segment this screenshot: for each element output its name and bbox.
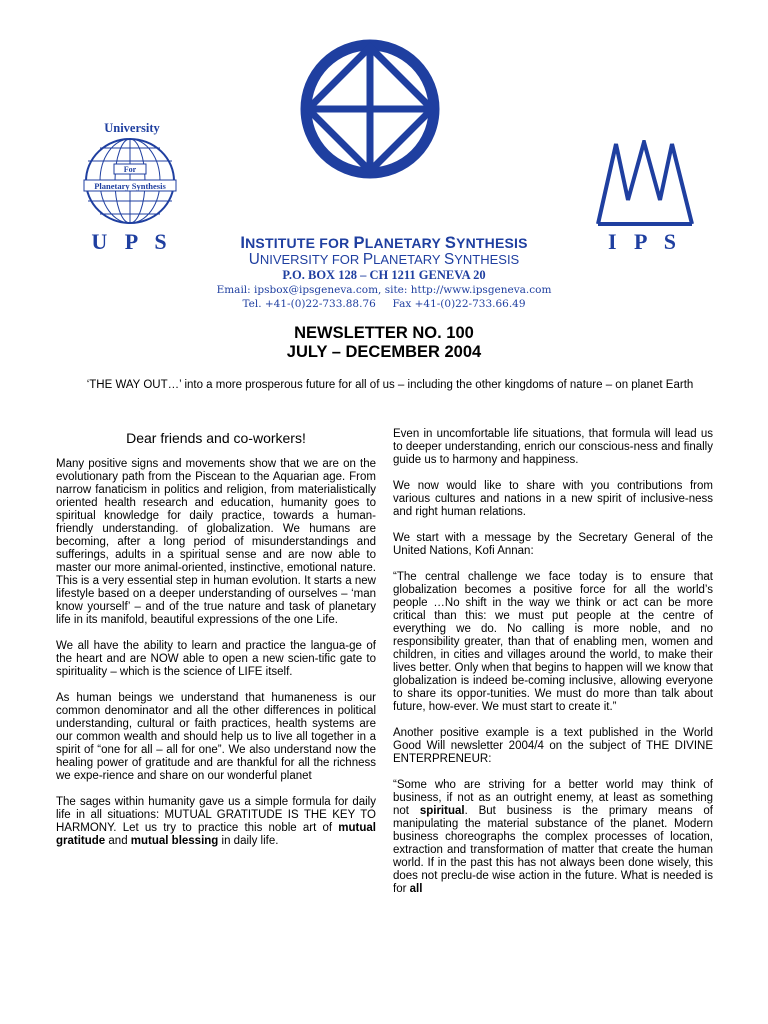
university-name: UNIVERSITY FOR PLANETARY SYNTHESIS [248, 251, 520, 268]
tagline: ‘THE WAY OUT…’ into a more prosperous future for all of us – including the other kingdoms of nature – on planet Earth [86, 379, 694, 391]
greeting: Dear friends and co-workers! [126, 430, 306, 446]
newsletter-number: NEWSLETTER NO. 100 [294, 324, 474, 342]
paragraph: “The central challenge we face today is to ensure that globalization becomes a positive force for all the world’s people …No shift in the way we think or act can be more critical than this: we must put people at the centre of everything we do. No calling is more noble, and no responsibility greater, than that of enabling men, women and children, in cities and villages around the world, to make their lives better. Only when that begins to happen will we know that globalization is indeed be-coming inclusive, allowing everyone to share its oppor-tunities. We must do more than talk about future, how-ever. We must start to create it.” [393, 571, 713, 713]
paragraph: Another positive example is a text published in the World Good Will newsletter 2004/4 on the subject of THE DIVINE ENTERPRENEUR: [393, 727, 713, 765]
ups-letters: U P S [91, 229, 173, 254]
ips-letters: I P S [607, 229, 683, 254]
po-box: P.O. BOX 128 – CH 1211 GENEVA 20 [282, 268, 486, 282]
ips-mountain-logo [594, 140, 696, 228]
bold-text: all [409, 883, 423, 895]
ups-label-top: University [104, 121, 160, 135]
contact-phone-fax: Tel. +41-(0)22-733.88.76 Fax +41-(0)22-733.66.49 [242, 298, 526, 310]
bold-text: mutual gratitude [56, 822, 376, 847]
contact-email: Email: ipsbox@ipsgeneva.com, site: http://www.ipsgeneva.com [216, 284, 552, 296]
ups-globe-logo [80, 136, 180, 226]
paragraph: We now would like to share with you contributions from various cultures and nations in a new spirit of inclusive-ness and right human relations. [393, 480, 713, 518]
paragraph: The sages within humanity gave us a simple formula for daily life in all situations: MUTUAL GRATITUDE IS THE KEY TO HARMONY. Let us try to practice this noble art of mutual gratitude and mutual blessing in daily life. [56, 796, 376, 847]
institute-name: INSTITUTE FOR PLANETARY SYNTHESIS [240, 233, 528, 252]
paragraph: We start with a message by the Secretary General of the United Nations, Kofi Annan: [393, 532, 713, 557]
bold-text: mutual blessing [130, 835, 219, 847]
newsletter-title [150, 324, 618, 362]
newsletter-period: JULY – DECEMBER 2004 [286, 343, 482, 361]
paragraph: “Some who are striving for a better world may think of business, if not as an outright enemy, at least as something not spiritual. But business is the primary means of manipulating the material substance of the planet. Modern business choreographs the complex processes of location, extraction and transformation of matter that create the human world. If in the past this has not always been done wisely, this does not preclu-de wise action in the future. What is needed is for all [393, 779, 713, 895]
paragraph: As human beings we understand that humaneness is our common denominator and all the other differences in political understanding, cultural or faith practices, health systems are our common wealth and should help us to live all together in a spirit of “one for all – all for one”. We also understand now the healing power of gratitude and are thankful for all the richness we expe-rience and share on our wonderful planet [56, 692, 376, 782]
ups-globe-label: Planetary Synthesis [94, 181, 166, 191]
left-column [56, 458, 376, 861]
paragraph: Even in uncomfortable life situations, that formula will lead us to deeper understanding, enrich our conscious-ness and finally guide us to harmony and happiness. [393, 428, 713, 466]
ups-globe-for: For [123, 165, 137, 174]
ips-emblem-logo [300, 34, 440, 184]
paragraph: We all have the ability to learn and practice the langua-ge of the heart and are NOW able to open a new scien-tific gate to spirituality – which is the science of LIFE itself. [56, 640, 376, 678]
right-column [393, 428, 713, 909]
paragraph: Many positive signs and movements show that we are on the evolutionary path from the Piscean to the Aquarian age. From narrow fanaticism in politics and religion, from materialistically oriented health research and education, humanity goes to spiritual knowledge for daily practice, towards a human-friendly understanding. of globalization. We humans are becoming, after a long period of misunderstandings and sufferings, adults in a spiritual sense and are now able to master our more animal-oriented, instinctive, emotional nature. This is a very essential step in human evolution. It starts a new lifestyle based on a deeper understanding of ourselves – ‘man know yourself’ – and of the true nature and task of planetary life in its manifold, beautiful expressions of the one Life. [56, 458, 376, 626]
bold-text: spiritual [419, 805, 465, 817]
letterhead [150, 234, 618, 311]
